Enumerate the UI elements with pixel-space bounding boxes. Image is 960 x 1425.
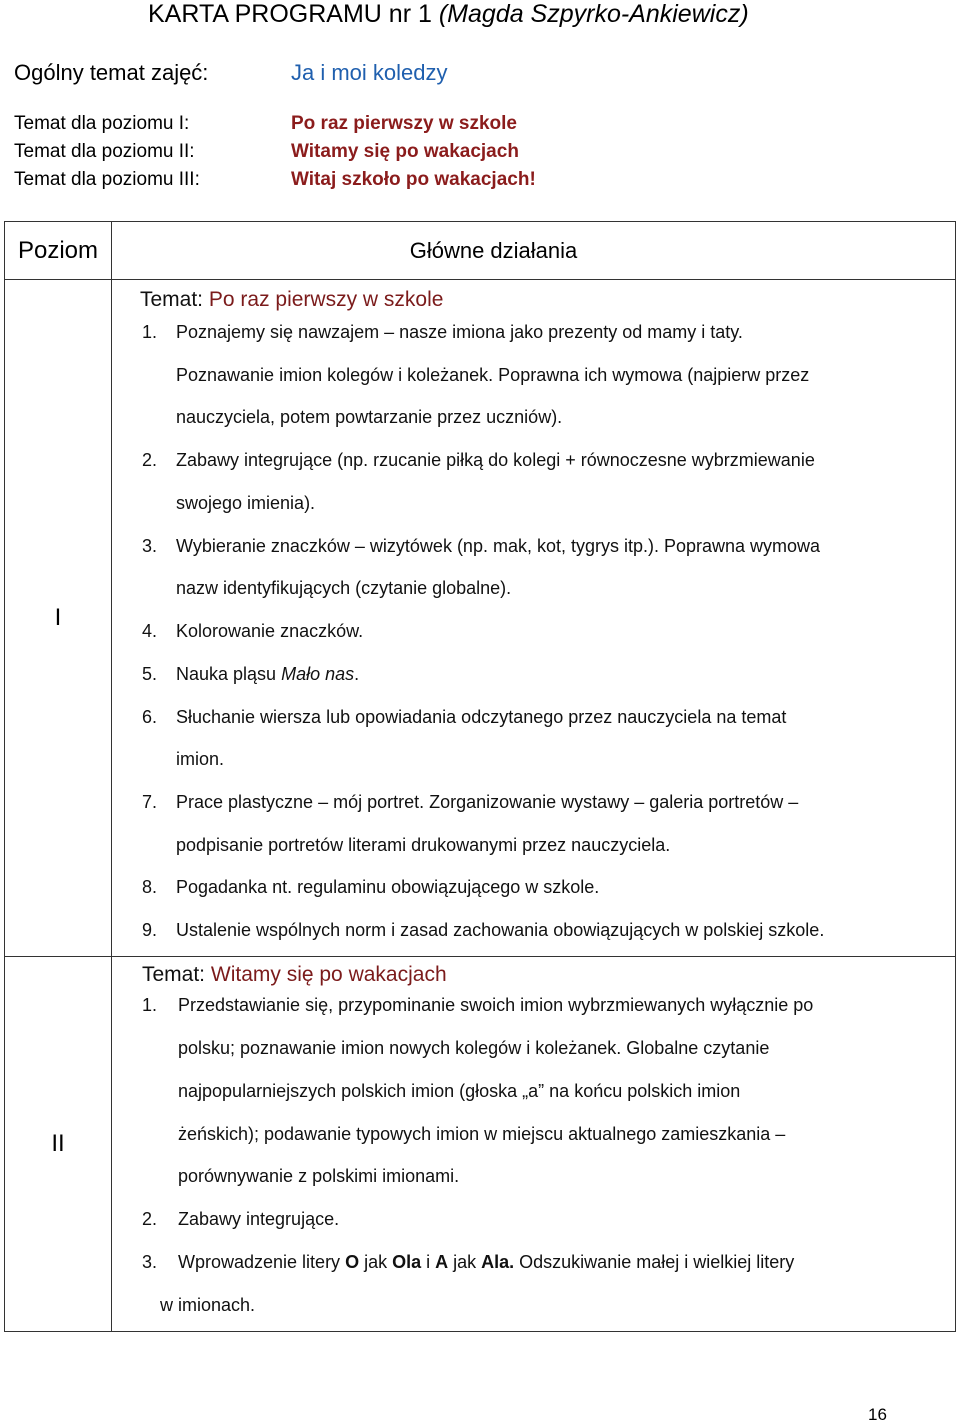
item-text-tail: . [354, 664, 360, 684]
list-item [176, 835, 670, 856]
list-item [178, 1038, 769, 1059]
item-text: Wybieranie znaczków – wizytówek (np. mak, kot, tygrys itp.). Poprawna wymowa [176, 536, 821, 556]
item-text: Wprowadzenie litery [178, 1252, 346, 1272]
list-item [142, 621, 363, 642]
level-cell: I [5, 280, 112, 957]
topic-label: Temat: [142, 963, 206, 986]
level1-topic-label: Temat dla poziomu I: [14, 113, 190, 134]
item-text: Pogadanka nt. regulaminu obowiązującego w szkole. [176, 877, 600, 897]
topic-value: Po raz pierwszy w szkole [208, 288, 444, 311]
item-text: nazw identyfikujących (czytanie globalne). [176, 578, 512, 598]
list-item [178, 1081, 740, 1102]
item-text: w imionach. [160, 1295, 256, 1315]
item-text: Nauka pląsu [176, 664, 282, 684]
item-text: nauczyciela, potem powtarzanie przez uczniów). [176, 407, 563, 427]
item-number: 2. [142, 1209, 158, 1229]
item-number: 3. [142, 536, 158, 556]
item-text-mid: i [421, 1252, 436, 1272]
list-item [176, 407, 562, 428]
title-author: (Magda Szpyrko-Ankiewicz) [438, 0, 749, 28]
item-text: najpopularniejszych polskich imion (głoska „a” na końcu polskich imion [178, 1081, 741, 1101]
item-number: 7. [142, 792, 158, 812]
level1-topic-value: Po raz pierwszy w szkole [291, 113, 517, 134]
level-cell: II [5, 957, 112, 1332]
item-number: 2. [142, 450, 158, 470]
general-topic-label: Ogólny temat zajęć: [14, 60, 209, 85]
list-item [142, 1209, 339, 1230]
list-item [142, 995, 813, 1016]
item-text: Prace plastyczne – mój portret. Zorganizowanie wystawy – galeria portretów – [176, 792, 799, 812]
level2-topic-label: Temat dla poziomu II: [14, 141, 195, 162]
list-item [176, 493, 315, 514]
item-number: 4. [142, 621, 158, 641]
table-row-level-1 [5, 280, 956, 957]
item-text: imion. [176, 749, 225, 769]
page-title [148, 0, 749, 29]
item-text: podpisanie portretów literami drukowanymi przez nauczyciela. [176, 835, 671, 855]
header-level: Poziom [5, 222, 112, 280]
item-text-tail: Odszukiwanie małej i wielkiej litery [514, 1252, 795, 1272]
letter-a: A [435, 1252, 449, 1272]
activities-cell [112, 280, 956, 957]
list-item [178, 1124, 785, 1145]
level3-topic-value: Witaj szkoło po wakacjach! [291, 169, 536, 190]
topic-line [142, 963, 447, 987]
song-title: Mało nas [281, 664, 355, 684]
name-ala: Ala. [481, 1252, 515, 1272]
list-item [142, 1252, 794, 1273]
list-item [176, 749, 224, 770]
table-header-row [5, 222, 956, 280]
name-ola: Ola [392, 1252, 422, 1272]
item-text: Ustalenie wspólnych norm i zasad zachowania obowiązujących w polskiej szkole. [176, 920, 825, 940]
item-text-mid: jak [359, 1252, 393, 1272]
title-main: KARTA PROGRAMU nr 1 [148, 0, 432, 28]
item-text: Kolorowanie znaczków. [176, 621, 364, 641]
list-item [176, 365, 809, 386]
activities-cell [112, 957, 956, 1332]
item-text: Zabawy integrujące. [178, 1209, 340, 1229]
item-number: 3. [142, 1252, 158, 1272]
topic-line [140, 288, 443, 312]
item-number: 9. [142, 920, 158, 940]
item-text: porównywanie z polskimi imionami. [178, 1166, 460, 1186]
item-number: 6. [142, 707, 158, 727]
page-number: 16 [868, 1405, 887, 1424]
item-number: 8. [142, 877, 158, 897]
list-item [142, 792, 798, 813]
list-item [142, 536, 820, 557]
item-text: Słuchanie wiersza lub opowiadania odczytanego przez nauczyciela na temat [176, 707, 787, 727]
list-item [178, 1166, 459, 1187]
item-text: swojego imienia). [176, 493, 316, 513]
list-item [142, 707, 786, 728]
item-number: 5. [142, 664, 158, 684]
item-number: 1. [142, 995, 158, 1015]
header-activities: Główne działania [112, 222, 956, 280]
level2-topic-value: Witamy się po wakacjach [291, 141, 519, 162]
list-item [142, 322, 743, 343]
item-text: polsku; poznawanie imion nowych kolegów i koleżanek. Globalne czytanie [178, 1038, 770, 1058]
item-text: Zabawy integrujące (np. rzucanie piłką do kolegi + równoczesne wybrzmiewanie [176, 450, 815, 470]
program-table [4, 221, 956, 1332]
list-item [176, 578, 511, 599]
list-item [142, 450, 815, 471]
item-text: Przedstawianie się, przypominanie swoich imion wybrzmiewanych wyłącznie po [178, 995, 814, 1015]
item-number: 1. [142, 322, 158, 342]
item-text: Poznawanie imion kolegów i koleżanek. Poprawna ich wymowa (najpierw przez [176, 365, 810, 385]
list-item [142, 877, 599, 898]
item-text: Poznajemy się nawzajem – nasze imiona jako prezenty od mamy i taty. [176, 322, 743, 342]
item-text-mid: jak [448, 1252, 482, 1272]
level3-topic-label: Temat dla poziomu III: [14, 169, 200, 190]
table-row-level-2 [5, 957, 956, 1332]
item-text: żeńskich); podawanie typowych imion w miejscu aktualnego zamieszkania – [178, 1124, 786, 1144]
topic-label: Temat: [140, 288, 204, 311]
general-topic-value: Ja i moi koledzy [291, 60, 448, 85]
topic-value: Witamy się po wakacjach [210, 963, 447, 986]
list-item [160, 1295, 255, 1316]
letter-o: O [345, 1252, 360, 1272]
list-item [142, 920, 824, 941]
list-item [142, 664, 359, 685]
